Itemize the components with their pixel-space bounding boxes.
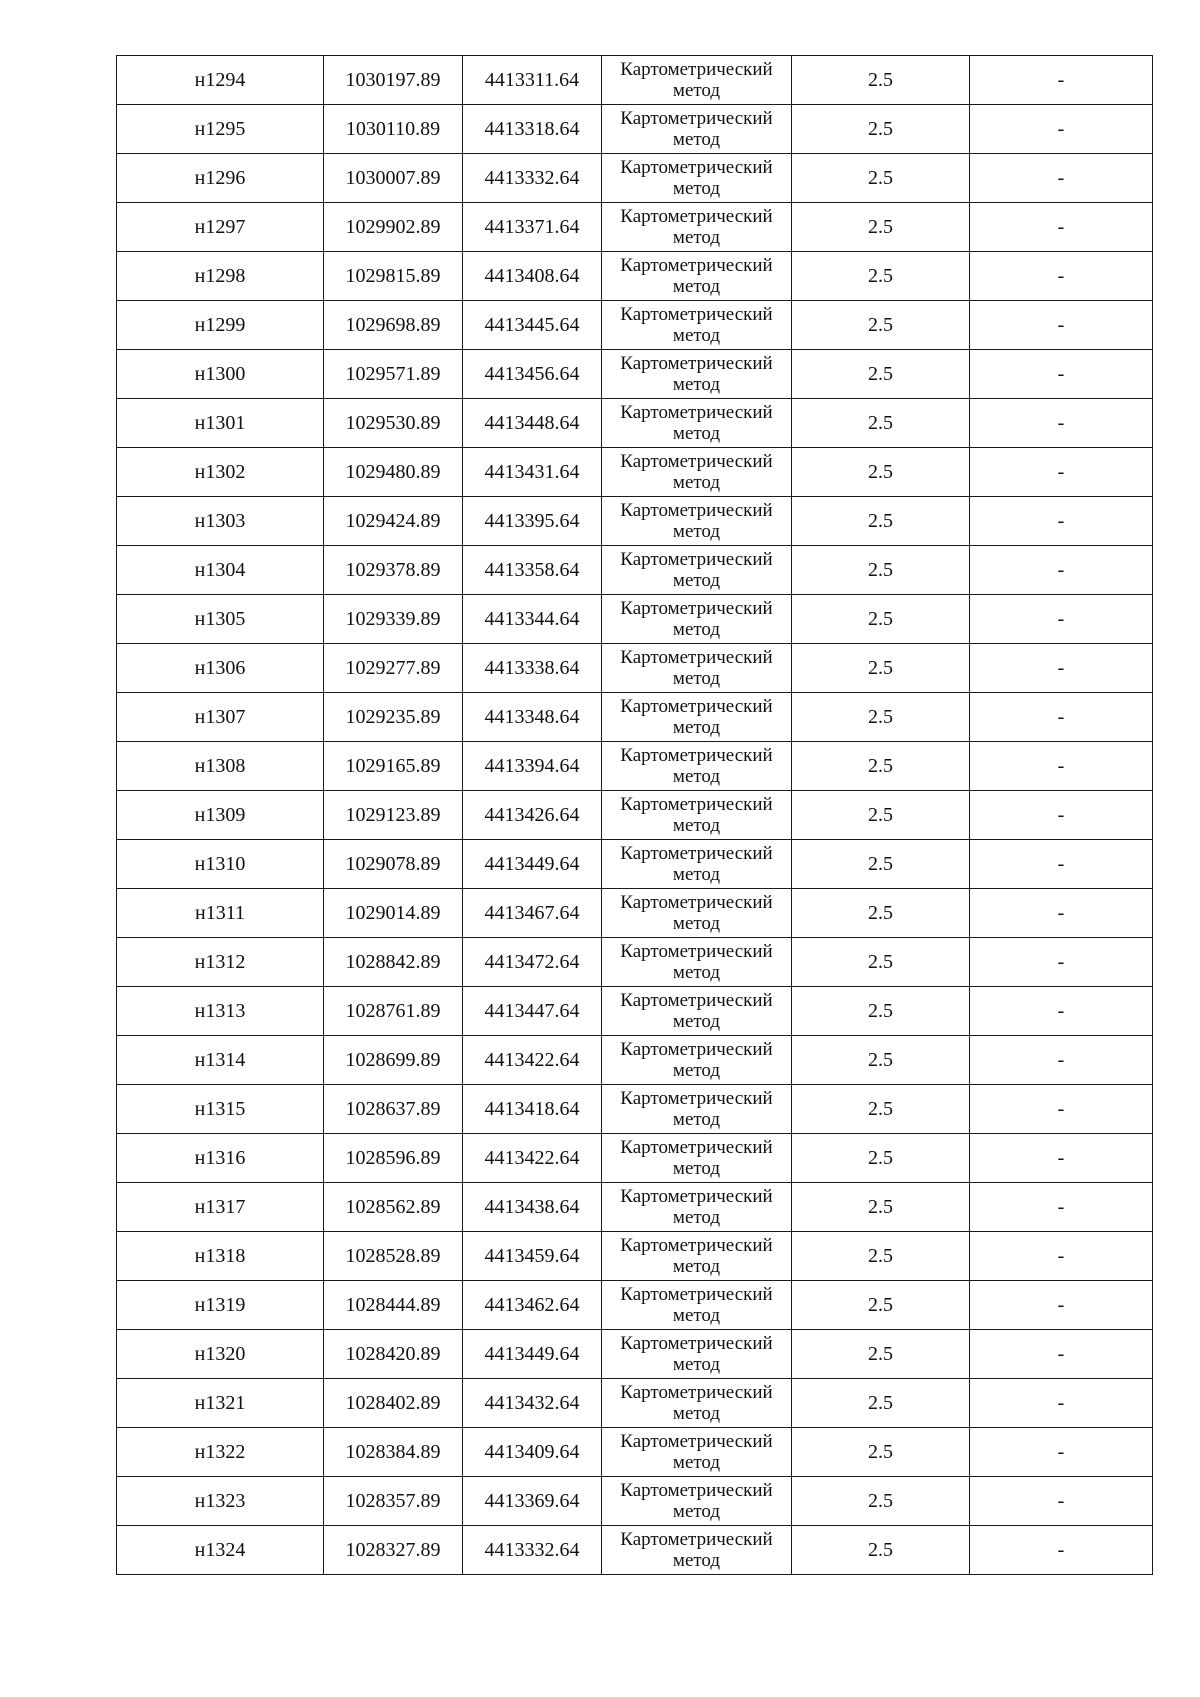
description-cell: - bbox=[970, 987, 1153, 1036]
description-cell: - bbox=[970, 742, 1153, 791]
point-number-cell: н1311 bbox=[117, 889, 324, 938]
description-cell: - bbox=[970, 938, 1153, 987]
x-coordinate-cell: 1029378.89 bbox=[324, 546, 463, 595]
accuracy-cell: 2.5 bbox=[792, 252, 970, 301]
description-cell: - bbox=[970, 1477, 1153, 1526]
method-cell bbox=[602, 301, 792, 350]
accuracy-cell: 2.5 bbox=[792, 1379, 970, 1428]
table-row bbox=[117, 56, 1153, 105]
point-number-cell: н1296 bbox=[117, 154, 324, 203]
description-cell: - bbox=[970, 693, 1153, 742]
method-line-1: Картометрический bbox=[620, 402, 773, 423]
method-line-2: метод bbox=[672, 1403, 721, 1424]
method-line-1: Картометрический bbox=[620, 353, 773, 374]
table-row bbox=[117, 546, 1153, 595]
y-coordinate-cell: 4413467.64 bbox=[463, 889, 602, 938]
point-number-cell: н1299 bbox=[117, 301, 324, 350]
description-cell: - bbox=[970, 154, 1153, 203]
point-number-cell: н1321 bbox=[117, 1379, 324, 1428]
method-line-1: Картометрический bbox=[620, 892, 773, 913]
method-line-2: метод bbox=[672, 570, 721, 591]
x-coordinate-cell: 1029424.89 bbox=[324, 497, 463, 546]
method-line-1: Картометрический bbox=[620, 157, 773, 178]
table-row bbox=[117, 791, 1153, 840]
description-cell: - bbox=[970, 1134, 1153, 1183]
table-row bbox=[117, 889, 1153, 938]
description-cell: - bbox=[970, 252, 1153, 301]
y-coordinate-cell: 4413332.64 bbox=[463, 154, 602, 203]
method-line-2: метод bbox=[672, 472, 721, 493]
accuracy-cell: 2.5 bbox=[792, 1526, 970, 1575]
method-line-1: Картометрический bbox=[620, 1333, 773, 1354]
table-row bbox=[117, 1379, 1153, 1428]
point-number-cell: н1314 bbox=[117, 1036, 324, 1085]
accuracy-cell: 2.5 bbox=[792, 1281, 970, 1330]
y-coordinate-cell: 4413472.64 bbox=[463, 938, 602, 987]
x-coordinate-cell: 1028761.89 bbox=[324, 987, 463, 1036]
method-line-2: метод bbox=[672, 815, 721, 836]
accuracy-cell: 2.5 bbox=[792, 938, 970, 987]
table-row bbox=[117, 154, 1153, 203]
description-cell: - bbox=[970, 1183, 1153, 1232]
method-cell bbox=[602, 1134, 792, 1183]
method-line-2: метод bbox=[672, 1452, 721, 1473]
method-line-2: метод bbox=[672, 325, 721, 346]
method-line-1: Картометрический bbox=[620, 1088, 773, 1109]
method-cell bbox=[602, 56, 792, 105]
accuracy-cell: 2.5 bbox=[792, 154, 970, 203]
description-cell: - bbox=[970, 448, 1153, 497]
method-cell bbox=[602, 1281, 792, 1330]
y-coordinate-cell: 4413348.64 bbox=[463, 693, 602, 742]
x-coordinate-cell: 1028420.89 bbox=[324, 1330, 463, 1379]
x-coordinate-cell: 1029480.89 bbox=[324, 448, 463, 497]
accuracy-cell: 2.5 bbox=[792, 693, 970, 742]
method-cell bbox=[602, 105, 792, 154]
description-cell: - bbox=[970, 1428, 1153, 1477]
accuracy-cell: 2.5 bbox=[792, 1330, 970, 1379]
method-line-2: метод bbox=[672, 766, 721, 787]
method-line-2: метод bbox=[672, 129, 721, 150]
method-cell bbox=[602, 1036, 792, 1085]
table-row bbox=[117, 448, 1153, 497]
description-cell: - bbox=[970, 1085, 1153, 1134]
accuracy-cell: 2.5 bbox=[792, 889, 970, 938]
method-line-1: Картометрический bbox=[620, 794, 773, 815]
x-coordinate-cell: 1029698.89 bbox=[324, 301, 463, 350]
accuracy-cell: 2.5 bbox=[792, 1428, 970, 1477]
accuracy-cell: 2.5 bbox=[792, 497, 970, 546]
x-coordinate-cell: 1029123.89 bbox=[324, 791, 463, 840]
point-number-cell: н1318 bbox=[117, 1232, 324, 1281]
point-number-cell: н1297 bbox=[117, 203, 324, 252]
method-line-2: метод bbox=[672, 913, 721, 934]
table-row bbox=[117, 1330, 1153, 1379]
method-line-1: Картометрический bbox=[620, 598, 773, 619]
description-cell: - bbox=[970, 203, 1153, 252]
y-coordinate-cell: 4413338.64 bbox=[463, 644, 602, 693]
description-cell: - bbox=[970, 644, 1153, 693]
x-coordinate-cell: 1028402.89 bbox=[324, 1379, 463, 1428]
method-line-1: Картометрический bbox=[620, 1431, 773, 1452]
accuracy-cell: 2.5 bbox=[792, 105, 970, 154]
accuracy-cell: 2.5 bbox=[792, 56, 970, 105]
y-coordinate-cell: 4413332.64 bbox=[463, 1526, 602, 1575]
y-coordinate-cell: 4413431.64 bbox=[463, 448, 602, 497]
y-coordinate-cell: 4413459.64 bbox=[463, 1232, 602, 1281]
method-cell bbox=[602, 644, 792, 693]
method-line-1: Картометрический bbox=[620, 500, 773, 521]
table-row bbox=[117, 1526, 1153, 1575]
y-coordinate-cell: 4413418.64 bbox=[463, 1085, 602, 1134]
method-cell bbox=[602, 1477, 792, 1526]
method-cell bbox=[602, 448, 792, 497]
method-line-1: Картометрический bbox=[620, 451, 773, 472]
point-number-cell: н1324 bbox=[117, 1526, 324, 1575]
method-line-1: Картометрический bbox=[620, 1382, 773, 1403]
y-coordinate-cell: 4413358.64 bbox=[463, 546, 602, 595]
point-number-cell: н1309 bbox=[117, 791, 324, 840]
table-row bbox=[117, 1477, 1153, 1526]
point-number-cell: н1298 bbox=[117, 252, 324, 301]
x-coordinate-cell: 1029815.89 bbox=[324, 252, 463, 301]
x-coordinate-cell: 1029014.89 bbox=[324, 889, 463, 938]
table-row bbox=[117, 1428, 1153, 1477]
accuracy-cell: 2.5 bbox=[792, 1036, 970, 1085]
method-line-2: метод bbox=[672, 717, 721, 738]
x-coordinate-cell: 1028357.89 bbox=[324, 1477, 463, 1526]
description-cell: - bbox=[970, 889, 1153, 938]
accuracy-cell: 2.5 bbox=[792, 1085, 970, 1134]
point-number-cell: н1301 bbox=[117, 399, 324, 448]
table-row bbox=[117, 399, 1153, 448]
method-line-2: метод bbox=[672, 423, 721, 444]
table-row bbox=[117, 1036, 1153, 1085]
method-line-2: метод bbox=[672, 1305, 721, 1326]
method-line-1: Картометрический bbox=[620, 1186, 773, 1207]
method-line-2: метод bbox=[672, 1550, 721, 1571]
coordinates-table-body bbox=[117, 56, 1153, 1575]
accuracy-cell: 2.5 bbox=[792, 1134, 970, 1183]
point-number-cell: н1303 bbox=[117, 497, 324, 546]
table-row bbox=[117, 840, 1153, 889]
point-number-cell: н1310 bbox=[117, 840, 324, 889]
description-cell: - bbox=[970, 56, 1153, 105]
table-row bbox=[117, 595, 1153, 644]
description-cell: - bbox=[970, 497, 1153, 546]
method-line-2: метод bbox=[672, 1256, 721, 1277]
method-line-2: метод bbox=[672, 521, 721, 542]
method-line-2: метод bbox=[672, 1011, 721, 1032]
point-number-cell: н1306 bbox=[117, 644, 324, 693]
method-line-2: метод bbox=[672, 276, 721, 297]
accuracy-cell: 2.5 bbox=[792, 1183, 970, 1232]
point-number-cell: н1323 bbox=[117, 1477, 324, 1526]
x-coordinate-cell: 1030007.89 bbox=[324, 154, 463, 203]
method-cell bbox=[602, 154, 792, 203]
method-line-2: метод bbox=[672, 962, 721, 983]
method-cell bbox=[602, 1526, 792, 1575]
x-coordinate-cell: 1029165.89 bbox=[324, 742, 463, 791]
method-line-2: метод bbox=[672, 864, 721, 885]
method-line-2: метод bbox=[672, 1207, 721, 1228]
method-line-2: метод bbox=[672, 1109, 721, 1130]
x-coordinate-cell: 1028327.89 bbox=[324, 1526, 463, 1575]
method-line-1: Картометрический bbox=[620, 206, 773, 227]
method-cell bbox=[602, 546, 792, 595]
method-cell bbox=[602, 693, 792, 742]
table-row bbox=[117, 301, 1153, 350]
accuracy-cell: 2.5 bbox=[792, 203, 970, 252]
method-line-2: метод bbox=[672, 178, 721, 199]
method-cell bbox=[602, 889, 792, 938]
point-number-cell: н1317 bbox=[117, 1183, 324, 1232]
method-line-1: Картометрический bbox=[620, 255, 773, 276]
x-coordinate-cell: 1029277.89 bbox=[324, 644, 463, 693]
description-cell: - bbox=[970, 595, 1153, 644]
table-row bbox=[117, 1085, 1153, 1134]
point-number-cell: н1295 bbox=[117, 105, 324, 154]
method-cell bbox=[602, 1330, 792, 1379]
y-coordinate-cell: 4413408.64 bbox=[463, 252, 602, 301]
method-cell bbox=[602, 742, 792, 791]
table-row bbox=[117, 938, 1153, 987]
accuracy-cell: 2.5 bbox=[792, 350, 970, 399]
table-row bbox=[117, 1232, 1153, 1281]
method-line-1: Картометрический bbox=[620, 696, 773, 717]
method-cell bbox=[602, 1428, 792, 1477]
description-cell: - bbox=[970, 301, 1153, 350]
description-cell: - bbox=[970, 350, 1153, 399]
method-line-1: Картометрический bbox=[620, 1235, 773, 1256]
description-cell: - bbox=[970, 546, 1153, 595]
x-coordinate-cell: 1028699.89 bbox=[324, 1036, 463, 1085]
y-coordinate-cell: 4413369.64 bbox=[463, 1477, 602, 1526]
method-line-2: метод bbox=[672, 227, 721, 248]
y-coordinate-cell: 4413449.64 bbox=[463, 840, 602, 889]
table-row bbox=[117, 1134, 1153, 1183]
method-line-2: метод bbox=[672, 1060, 721, 1081]
point-number-cell: н1322 bbox=[117, 1428, 324, 1477]
x-coordinate-cell: 1029235.89 bbox=[324, 693, 463, 742]
accuracy-cell: 2.5 bbox=[792, 301, 970, 350]
accuracy-cell: 2.5 bbox=[792, 1477, 970, 1526]
method-cell bbox=[602, 497, 792, 546]
method-cell bbox=[602, 399, 792, 448]
point-number-cell: н1315 bbox=[117, 1085, 324, 1134]
point-number-cell: н1308 bbox=[117, 742, 324, 791]
x-coordinate-cell: 1028842.89 bbox=[324, 938, 463, 987]
x-coordinate-cell: 1028562.89 bbox=[324, 1183, 463, 1232]
method-cell bbox=[602, 1085, 792, 1134]
method-line-2: метод bbox=[672, 1354, 721, 1375]
method-cell bbox=[602, 252, 792, 301]
method-cell bbox=[602, 938, 792, 987]
table-row bbox=[117, 350, 1153, 399]
y-coordinate-cell: 4413395.64 bbox=[463, 497, 602, 546]
description-cell: - bbox=[970, 1232, 1153, 1281]
x-coordinate-cell: 1029078.89 bbox=[324, 840, 463, 889]
method-cell bbox=[602, 791, 792, 840]
x-coordinate-cell: 1029530.89 bbox=[324, 399, 463, 448]
accuracy-cell: 2.5 bbox=[792, 1232, 970, 1281]
method-line-2: метод bbox=[672, 1501, 721, 1522]
accuracy-cell: 2.5 bbox=[792, 987, 970, 1036]
point-number-cell: н1320 bbox=[117, 1330, 324, 1379]
table-row bbox=[117, 693, 1153, 742]
y-coordinate-cell: 4413462.64 bbox=[463, 1281, 602, 1330]
description-cell: - bbox=[970, 105, 1153, 154]
point-number-cell: н1305 bbox=[117, 595, 324, 644]
y-coordinate-cell: 4413422.64 bbox=[463, 1036, 602, 1085]
table-row bbox=[117, 203, 1153, 252]
accuracy-cell: 2.5 bbox=[792, 742, 970, 791]
y-coordinate-cell: 4413447.64 bbox=[463, 987, 602, 1036]
method-cell bbox=[602, 1379, 792, 1428]
point-number-cell: н1302 bbox=[117, 448, 324, 497]
point-number-cell: н1312 bbox=[117, 938, 324, 987]
accuracy-cell: 2.5 bbox=[792, 791, 970, 840]
method-line-1: Картометрический bbox=[620, 59, 773, 80]
x-coordinate-cell: 1029339.89 bbox=[324, 595, 463, 644]
accuracy-cell: 2.5 bbox=[792, 840, 970, 889]
method-line-2: метод bbox=[672, 1158, 721, 1179]
table-row bbox=[117, 1183, 1153, 1232]
point-number-cell: н1319 bbox=[117, 1281, 324, 1330]
method-line-1: Картометрический bbox=[620, 1529, 773, 1550]
x-coordinate-cell: 1028528.89 bbox=[324, 1232, 463, 1281]
method-line-1: Картометрический bbox=[620, 549, 773, 570]
method-line-2: метод bbox=[672, 374, 721, 395]
method-cell bbox=[602, 987, 792, 1036]
y-coordinate-cell: 4413318.64 bbox=[463, 105, 602, 154]
x-coordinate-cell: 1029571.89 bbox=[324, 350, 463, 399]
point-number-cell: н1313 bbox=[117, 987, 324, 1036]
method-line-1: Картометрический bbox=[620, 1284, 773, 1305]
point-number-cell: н1304 bbox=[117, 546, 324, 595]
method-line-1: Картометрический bbox=[620, 1039, 773, 1060]
description-cell: - bbox=[970, 840, 1153, 889]
table-row bbox=[117, 987, 1153, 1036]
y-coordinate-cell: 4413432.64 bbox=[463, 1379, 602, 1428]
point-number-cell: н1294 bbox=[117, 56, 324, 105]
x-coordinate-cell: 1028637.89 bbox=[324, 1085, 463, 1134]
point-number-cell: н1316 bbox=[117, 1134, 324, 1183]
method-line-1: Картометрический bbox=[620, 745, 773, 766]
method-line-2: метод bbox=[672, 668, 721, 689]
accuracy-cell: 2.5 bbox=[792, 448, 970, 497]
y-coordinate-cell: 4413438.64 bbox=[463, 1183, 602, 1232]
y-coordinate-cell: 4413445.64 bbox=[463, 301, 602, 350]
point-number-cell: н1307 bbox=[117, 693, 324, 742]
x-coordinate-cell: 1030197.89 bbox=[324, 56, 463, 105]
y-coordinate-cell: 4413456.64 bbox=[463, 350, 602, 399]
description-cell: - bbox=[970, 1526, 1153, 1575]
method-line-1: Картометрический bbox=[620, 990, 773, 1011]
table-row bbox=[117, 1281, 1153, 1330]
description-cell: - bbox=[970, 1379, 1153, 1428]
method-line-1: Картометрический bbox=[620, 1480, 773, 1501]
description-cell: - bbox=[970, 399, 1153, 448]
accuracy-cell: 2.5 bbox=[792, 546, 970, 595]
table-row bbox=[117, 105, 1153, 154]
y-coordinate-cell: 4413422.64 bbox=[463, 1134, 602, 1183]
y-coordinate-cell: 4413394.64 bbox=[463, 742, 602, 791]
table-row bbox=[117, 497, 1153, 546]
x-coordinate-cell: 1030110.89 bbox=[324, 105, 463, 154]
x-coordinate-cell: 1028596.89 bbox=[324, 1134, 463, 1183]
method-cell bbox=[602, 350, 792, 399]
x-coordinate-cell: 1029902.89 bbox=[324, 203, 463, 252]
method-line-1: Картометрический bbox=[620, 304, 773, 325]
method-line-1: Картометрический bbox=[620, 647, 773, 668]
description-cell: - bbox=[970, 791, 1153, 840]
y-coordinate-cell: 4413449.64 bbox=[463, 1330, 602, 1379]
method-line-1: Картометрический bbox=[620, 108, 773, 129]
method-cell bbox=[602, 203, 792, 252]
point-number-cell: н1300 bbox=[117, 350, 324, 399]
accuracy-cell: 2.5 bbox=[792, 644, 970, 693]
description-cell: - bbox=[970, 1330, 1153, 1379]
table-row bbox=[117, 742, 1153, 791]
y-coordinate-cell: 4413409.64 bbox=[463, 1428, 602, 1477]
y-coordinate-cell: 4413448.64 bbox=[463, 399, 602, 448]
method-cell bbox=[602, 595, 792, 644]
y-coordinate-cell: 4413311.64 bbox=[463, 56, 602, 105]
method-line-2: метод bbox=[672, 619, 721, 640]
table-row bbox=[117, 644, 1153, 693]
method-cell bbox=[602, 1232, 792, 1281]
method-cell bbox=[602, 1183, 792, 1232]
description-cell: - bbox=[970, 1281, 1153, 1330]
method-line-1: Картометрический bbox=[620, 941, 773, 962]
accuracy-cell: 2.5 bbox=[792, 595, 970, 644]
accuracy-cell: 2.5 bbox=[792, 399, 970, 448]
method-line-1: Картометрический bbox=[620, 1137, 773, 1158]
y-coordinate-cell: 4413426.64 bbox=[463, 791, 602, 840]
x-coordinate-cell: 1028444.89 bbox=[324, 1281, 463, 1330]
description-cell: - bbox=[970, 1036, 1153, 1085]
y-coordinate-cell: 4413344.64 bbox=[463, 595, 602, 644]
y-coordinate-cell: 4413371.64 bbox=[463, 203, 602, 252]
method-line-1: Картометрический bbox=[620, 843, 773, 864]
x-coordinate-cell: 1028384.89 bbox=[324, 1428, 463, 1477]
coordinates-table bbox=[116, 55, 1153, 1575]
method-line-2: метод bbox=[672, 80, 721, 101]
method-cell bbox=[602, 840, 792, 889]
table-row bbox=[117, 252, 1153, 301]
